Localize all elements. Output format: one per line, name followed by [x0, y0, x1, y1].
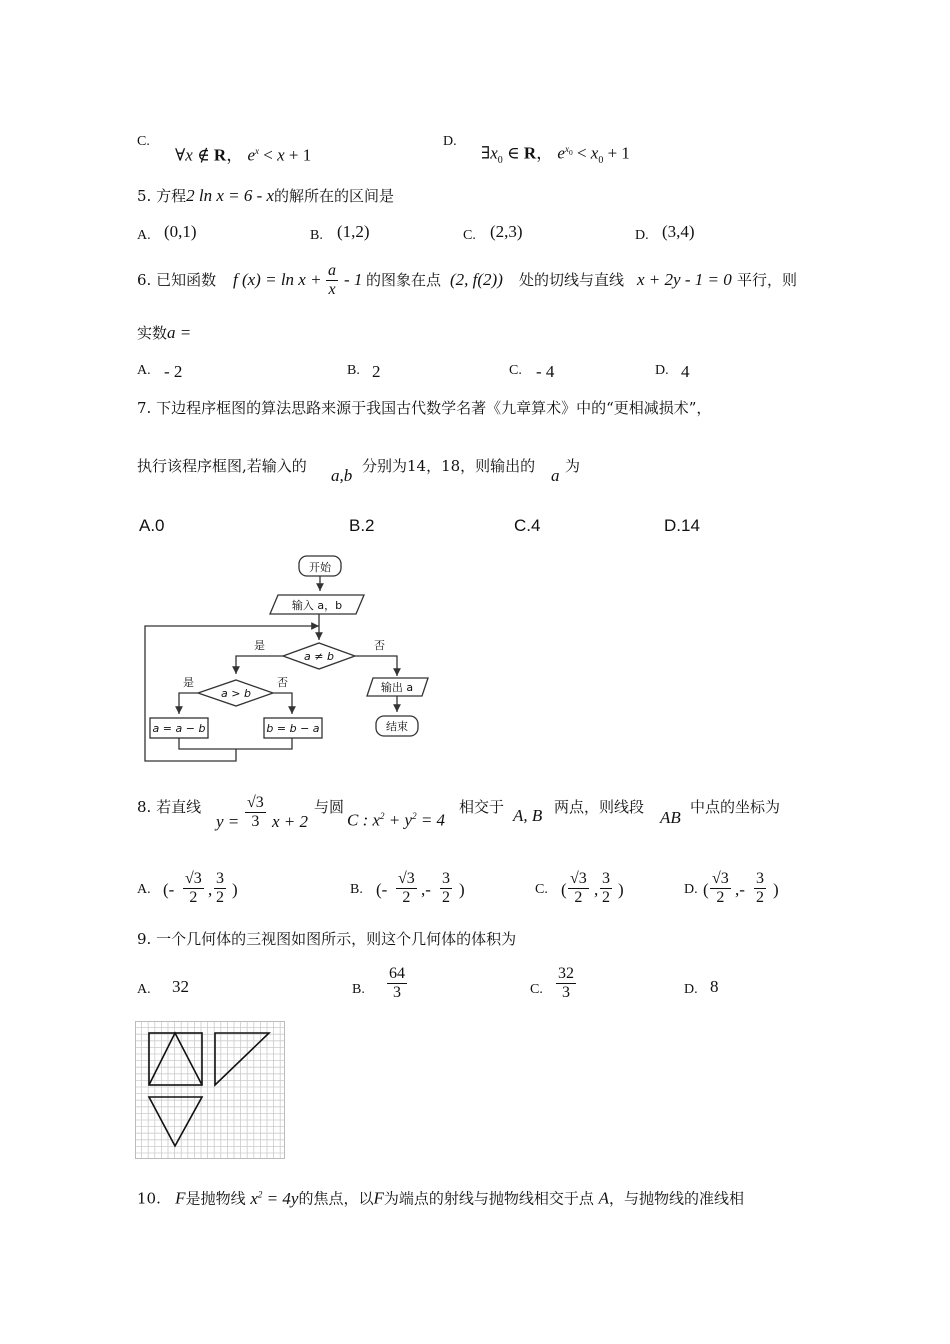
q7-line1: 7. 下边程序框图的算法思路来源于我国古代数学名著《九章算术》中的“更相减损术”，: [137, 399, 712, 417]
q8-line-rest: x + 2: [272, 812, 309, 831]
q10-t3: 为端点的射线与抛物线相交于点: [383, 1189, 594, 1208]
q6-stem-prefix: 6. 已知函数: [137, 271, 217, 289]
q6-option-a-value: - 2: [164, 362, 183, 381]
q7-option-b: B.2: [349, 516, 375, 535]
q4-option-c-expr: ∀x ∉ R， $e^x < x + 1$: [175, 145, 312, 165]
q5-option-b-value: (1,2): [337, 222, 370, 241]
q6-option-d-value: 4: [681, 362, 690, 381]
q8-d-open: (: [703, 880, 709, 899]
q6-stem-suffix: 平行，则: [737, 271, 798, 289]
q8-stem-prefix: 8. 若直线: [137, 798, 202, 816]
q8-points: A, B: [513, 806, 543, 825]
q10-t1: 是抛物线: [185, 1189, 246, 1208]
q8-y-eq: y =: [216, 812, 240, 831]
q7-line2-prefix: 执行该程序框图,若输入的: [137, 457, 307, 475]
q5-stem-suffix: 的解所在的区间是: [274, 187, 395, 205]
q6-mid2: 处的切线与直线: [519, 271, 625, 289]
q5-option-c-label: C.: [463, 228, 476, 243]
q8-circle: C : $x^2 + y^2 = 4$: [347, 810, 446, 830]
flow-cond1-text: a ≠ b: [304, 650, 334, 663]
q6-line: x + 2y - 1 = 0: [637, 270, 732, 289]
q6-func-left: f (x) = ln x +: [233, 270, 322, 289]
q8-a-frac1: $\frac{√3}{2}$: [185, 870, 202, 906]
q5-option-b-label: B.: [310, 228, 323, 243]
q10-t2: 的焦点，以: [298, 1189, 374, 1208]
q5-option-d-value: (3,4): [662, 222, 695, 241]
q6-line2: [137, 323, 191, 343]
q8-d-close: ): [773, 880, 779, 899]
q8-c-open: (: [561, 880, 567, 899]
q7-flowchart: [140, 550, 440, 765]
q5-option-a-value: (0,1): [164, 222, 197, 241]
q4-option-c-label: C.: [137, 134, 150, 149]
q8-d-frac2: $\frac{3}{2}$: [756, 870, 764, 906]
q8-mid2: 相交于: [459, 798, 505, 816]
q7-line2-suffix: 为: [565, 457, 581, 475]
q8-option-a-label: A.: [137, 882, 151, 897]
flow-yes2-text: 是: [183, 676, 194, 689]
q5-option-d-label: D.: [635, 228, 649, 243]
q4-option-d-expr: $\exists x_0$ ∈ R， $e^{x_0} < x_0 + 1$: [481, 143, 630, 167]
q10-num: 10.: [137, 1189, 161, 1208]
q9-option-c-value: $\frac{32}{3}$: [558, 965, 574, 1001]
q8-b-close: ): [459, 880, 465, 899]
q8-a-comma: ,: [208, 880, 213, 899]
q6-var: a =: [167, 323, 192, 342]
q8-d-comma: ,-: [735, 880, 745, 899]
q8-line-fraction: $\frac{√3}{3}$: [247, 794, 264, 830]
flow-end-text: 结束: [386, 720, 408, 733]
q10-t4: ，与抛物线的准线相: [609, 1189, 745, 1208]
q8-b-open: (-: [376, 880, 388, 899]
q6-option-b-value: 2: [372, 362, 381, 381]
flow-yes1-text: 是: [254, 639, 265, 652]
q5-stem: [137, 186, 394, 206]
flow-cond2-text: a > b: [221, 687, 251, 700]
flow-input-text: 输入 a，b: [291, 599, 343, 612]
q7-line2-var2: a: [551, 466, 560, 485]
q6-option-b-label: B.: [347, 363, 360, 378]
flow-output-text: 输出 a: [380, 681, 414, 694]
q7-line2-var: a,b: [331, 466, 353, 485]
q9-option-b-label: B.: [352, 982, 365, 997]
q7-option-c: C.4: [514, 516, 541, 535]
q7-line2-mid: 分别为14，18，则输出的: [362, 457, 536, 475]
q6-mid: 的图象在点: [366, 271, 442, 289]
q6-func-right: - 1: [344, 270, 363, 289]
flow-assign-b-text: b = b − a: [266, 722, 320, 735]
q8-option-b-label: B.: [350, 882, 363, 897]
q8-option-d-label: D.: [684, 882, 698, 897]
q10-a: A: [598, 1188, 610, 1208]
q8-d-frac1: $\frac{√3}{2}$: [712, 870, 729, 906]
q7-option-d: D.14: [664, 516, 700, 535]
q9-three-view-figure: [135, 1021, 285, 1159]
q5-equation: 2 ln x = 6 - x: [186, 186, 275, 205]
q5-option-a-label: A.: [137, 228, 151, 243]
q8-mid: 与圆: [314, 798, 345, 816]
q8-c-close: ): [618, 880, 624, 899]
q8-c-comma: ,: [594, 880, 599, 899]
q5-stem-prefix: 5. 方程: [137, 187, 187, 205]
q8-c-frac1: $\frac{√3}{2}$: [570, 870, 587, 906]
q6-line2-text: 实数: [137, 324, 168, 342]
q8-a-close: ): [232, 880, 238, 899]
q7-option-a: A.0: [139, 516, 165, 535]
q6-func-fraction: $\frac{a}{x}$: [328, 262, 336, 298]
q10-parabola: $x^2 = 4y$: [250, 1188, 299, 1208]
q8-mid3: 两点，则线段: [554, 798, 645, 816]
flow-no2-text: 否: [277, 676, 288, 689]
q8-stem-suffix: 中点的坐标为: [690, 798, 781, 816]
q6-option-a-label: A.: [137, 363, 151, 378]
q8-b-frac1: $\frac{√3}{2}$: [398, 870, 415, 906]
q9-stem: 9. 一个几何体的三视图如图所示，则这个几何体的体积为: [137, 930, 517, 948]
q9-option-a-value: 32: [172, 977, 189, 996]
q10-line: [137, 1184, 744, 1209]
q9-option-d-label: D.: [684, 982, 698, 997]
q8-b-frac2: $\frac{3}{2}$: [442, 870, 450, 906]
q6-point: (2, f(2)): [450, 270, 503, 289]
q9-option-a-label: A.: [137, 982, 151, 997]
flow-assign-a-text: a = a − b: [152, 722, 206, 735]
q6-option-d-label: D.: [655, 363, 669, 378]
q10-f: F: [175, 1188, 186, 1208]
flow-start-text: 开始: [309, 561, 331, 574]
q6-option-c-label: C.: [509, 363, 522, 378]
q4-option-d-label: D.: [443, 134, 457, 149]
q5-option-c-value: (2,3): [490, 222, 523, 241]
q8-c-frac2: $\frac{3}{2}$: [602, 870, 610, 906]
q10-f2: F: [373, 1188, 384, 1208]
q6-option-c-value: - 4: [536, 362, 555, 381]
q9-option-d-value: 8: [710, 977, 719, 996]
q8-seg: AB: [660, 808, 681, 827]
q8-option-c-label: C.: [535, 882, 548, 897]
q8-a-frac2: $\frac{3}{2}$: [216, 870, 224, 906]
flow-no1-text: 否: [374, 639, 385, 652]
q8-option-a-value: (-: [163, 880, 175, 899]
q8-b-comma: ,-: [421, 880, 431, 899]
q9-option-c-label: C.: [530, 982, 543, 997]
q9-option-b-value: $\frac{64}{3}$: [389, 965, 405, 1001]
